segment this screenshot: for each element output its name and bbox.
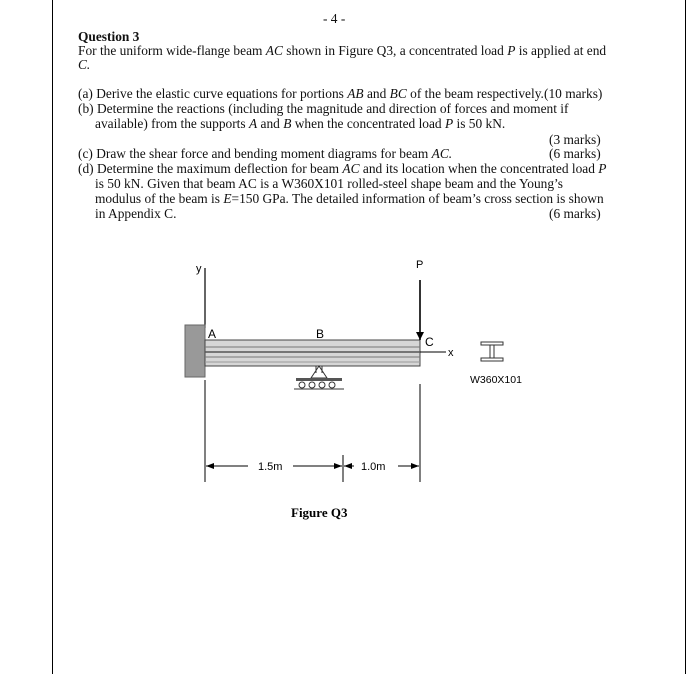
part-b-line1: (b) Determine the reactions (including the magnitude and direction of forces and moment if [78,101,569,116]
load-p-arrowhead [416,332,424,340]
fixed-support-wall [185,325,205,377]
span-ab-label: 1.5m [258,461,283,473]
part-a-marks: (10 marks) [544,86,603,101]
part-c: (c) Draw the shear force and bending moment diagrams for beam AC. [78,146,453,161]
part-d-line3: modulus of the beam is E=150 GPa. The detailed information of beam’s cross section is shown [95,191,604,206]
part-d-line4: in Appendix C. [95,206,177,221]
question-title: Question 3 [78,29,140,44]
point-a-label: A [208,327,217,341]
load-p-label: P [416,259,424,271]
question-intro: For the uniform wide-flange beam AC shown in Figure Q3, a concentrated load P is applied at end [78,43,607,58]
section-label: W360X101 [470,374,522,386]
beam-ac [205,340,420,366]
part-b-line2: available) from the supports A and B when the concentrated load P is 50 kN. [95,116,506,131]
point-c-label: C [425,335,434,349]
x-axis-label: x [448,347,454,359]
span-bc-label: 1.0m [361,461,386,473]
point-b-label: B [316,327,325,341]
figure-caption: Figure Q3 [291,505,348,520]
y-axis-label: y [196,263,202,275]
part-d-line1: (d) Determine the maximum deflection for beam AC and its location when the concentrated load P [78,161,607,176]
part-d-marks: (6 marks) [549,206,601,221]
part-c-marks: (6 marks) [549,146,601,161]
part-d-line2: is 50 kN. Given that beam AC is a W360X101 rolled-steel shape beam and the Young’s [95,176,563,191]
part-b-marks: (3 marks) [549,132,601,147]
question-intro-end: C. [78,57,91,72]
page-number: - 4 - [323,11,346,26]
part-a: (a) Derive the elastic curve equations for portions AB and BC of the beam respectively. [78,86,544,101]
roller-support-b [294,366,344,389]
wide-flange-section-icon [481,342,503,361]
